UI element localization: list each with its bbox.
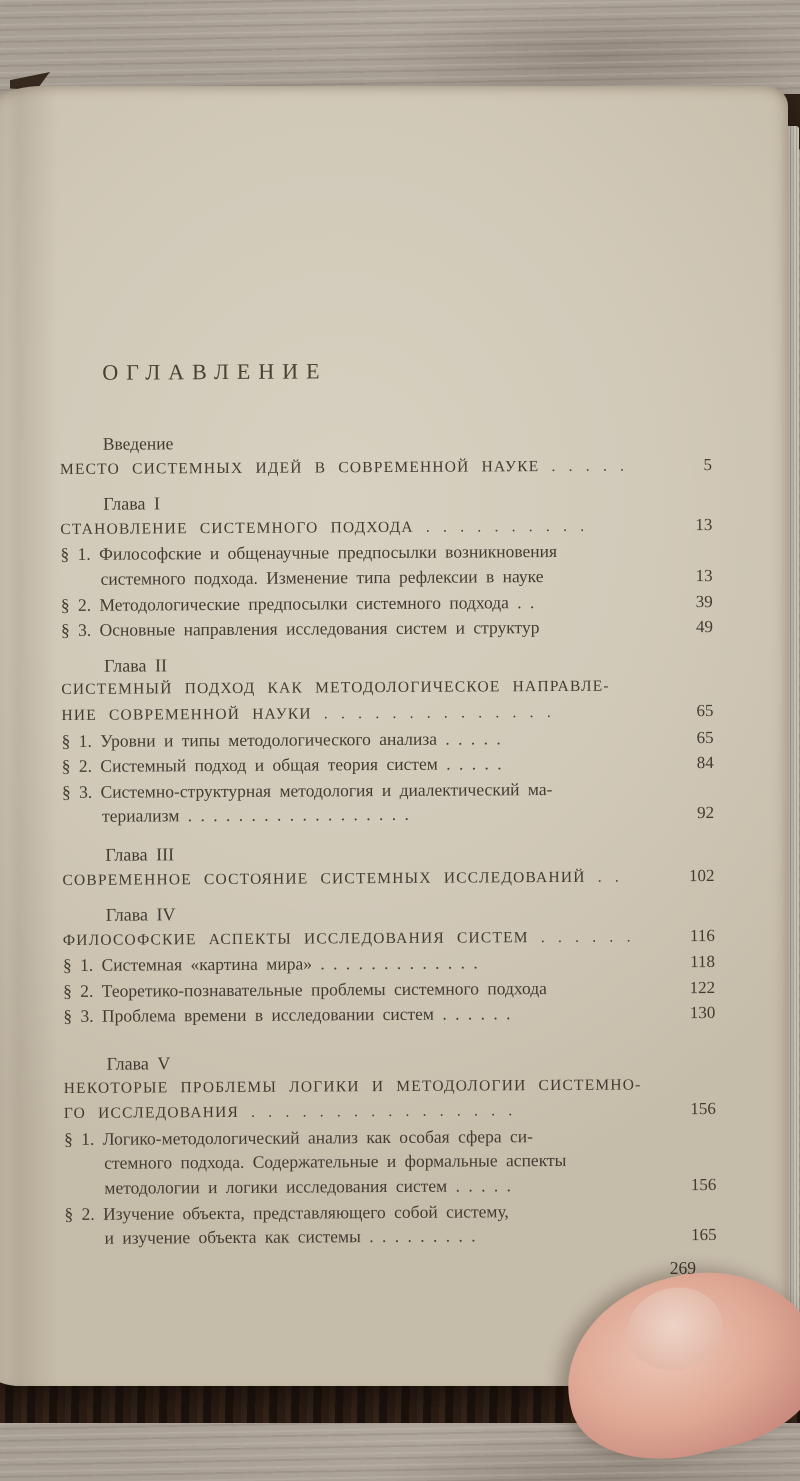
toc-line [63,949,715,979]
toc-entry [60,453,712,483]
toc-line-text: НЕКОТОРЫЕ ПРОБЛЕМЫ ЛОГИКИ И МЕТОДОЛОГИИ СИСТЕМНО- [63,1076,642,1097]
toc-line [64,1172,716,1202]
toc-line-text: Глава IV [105,904,176,925]
toc-line [107,1048,716,1076]
toc-line-text: СОВРЕМЕННОЕ СОСТОЯНИЕ СИСТЕМНЫХ ИССЛЕДОВАНИЙ . . [62,868,620,889]
toc-line [63,924,715,954]
toc-page-number: 122 [689,977,716,998]
toc-line-text: методологии и логики исследования систем . . . . . [104,1175,512,1198]
toc-line-text: СТАНОВЛЕНИЕ СИСТЕМНОГО ПОДХОДА . . . . . . . . . . [60,517,586,538]
toc-entry [60,513,712,543]
toc-line [62,750,714,780]
toc-line [62,864,714,894]
toc-entry [62,864,714,894]
toc-entry [63,949,715,979]
toc-entry [61,614,713,644]
page-footer-number: 269 [669,1258,696,1278]
toc-line-text: § 1. Философские и общенаучные предпосылки возникновения [60,541,558,565]
toc-line-text: териализм . . . . . . . . . . . . . . . . . . [102,804,409,827]
toc-page-number: 5 [703,454,712,474]
toc-line-text: § 2. Теоретико-познавательные проблемы системного подхода [63,977,547,1001]
toc-line-text: Введение [102,433,174,454]
toc-entry [60,538,712,592]
toc-line-text: § 3. Проблема времени в исследовании систем . . . . . . [63,1003,511,1027]
toc-line [61,563,713,593]
toc-page-number: 130 [689,1003,716,1023]
toc-page-number: 13 [695,514,713,534]
toc-line-text: стемного подхода. Содержательные и формальные аспекты [104,1150,567,1174]
toc-entry [63,924,715,954]
toc-entry [63,1000,715,1030]
toc-line-text: Глава V [106,1053,171,1074]
toc-line [60,453,712,483]
toc-entry [64,1123,716,1202]
toc-entries [60,428,717,1252]
toc-line-text: МЕСТО СИСТЕМНЫХ ИДЕЙ В СОВРЕМЕННОЙ НАУКЕ . . . . . [59,457,626,478]
toc-line-text: § 1. Уровни и типы методологического анализа . . . . . [61,727,501,751]
toc-page-number: 13 [695,565,713,586]
toc-line-text: Глава III [105,844,175,865]
toc-line-text: § 1. Системная «картина мира» . . . . . . . . . . . . . [62,952,478,976]
toc-line [62,725,714,755]
toc-line [65,1222,717,1252]
toc-entry [62,725,714,755]
toc-line-text: § 1. Логико-методологический анализ как особая сфера си- [63,1125,534,1149]
toc-line-text: ГО ИССЛЕДОВАНИЯ . . . . . . . . . . . . . . . . [63,1102,514,1123]
toc-line-text: системного подхода. Изменение типа рефлексии в науке [100,566,544,589]
toc-line [64,1097,716,1127]
toc-line-text: § 2. Методологические предпосылки системного подхода . . [60,591,535,615]
toc-line-text: § 2. Системный подход и общая теория систем . . . . . [61,753,502,777]
toc-page-number: 102 [688,865,715,885]
toc-entry [61,589,713,619]
toc-line-text: § 3. Основные направления исследования систем и структур [60,617,540,641]
toc-line [106,899,715,927]
toc-page-number: 156 [690,1175,717,1195]
toc-line-text: СИСТЕМНЫЙ ПОДХОД КАК МЕТОДОЛОГИЧЕСКОЕ НАПРАВЛЕ- [61,677,610,699]
toc-page-number: 39 [695,591,713,611]
toc-entry [64,1073,716,1127]
toc-page-number: 156 [690,1099,716,1119]
toc-line [61,614,713,644]
toc-page-number: 49 [695,617,713,637]
toc-entry [64,1198,716,1252]
thumb-nail [619,1278,732,1381]
toc-line-text: § 3. Системно-структурная методология и диалектический ма- [61,778,553,802]
toc-line [104,650,713,678]
toc-line [62,800,714,830]
toc-entry [61,674,713,728]
toc-line [63,975,715,1005]
toc-line-text: Глава I [103,493,161,514]
page-gutter-shadow [0,86,58,1386]
toc-entry [62,750,714,780]
toc-line-text: НИЕ СОВРЕМЕННОЙ НАУКИ . . . . . . . . . . . . . . [61,703,552,724]
toc-line [60,513,712,543]
toc-line [103,428,712,456]
toc-line-text: § 2. Изучение объекта, представляющего собой систему, [64,1200,509,1224]
toc-line [64,1073,716,1102]
toc-line [105,839,714,867]
toc-page-number: 65 [696,727,714,747]
toc-line-text: Глава II [104,655,167,676]
toc-line [63,1000,715,1030]
table-of-contents [59,356,716,1252]
toc-page-number: 92 [697,803,715,823]
toc-line-text: ФИЛОСОФСКИЕ АСПЕКТЫ ИССЛЕДОВАНИЯ СИСТЕМ . . . . . . [62,928,632,949]
toc-page-number: 116 [689,925,715,945]
toc-page-number: 84 [696,753,714,773]
toc-entry [62,776,714,830]
toc-line [61,699,713,729]
toc-page-number: 118 [690,952,716,972]
toc-line [103,488,712,516]
toc-page-number: 65 [696,700,714,721]
toc-page-number: 165 [691,1225,717,1245]
page-title: ОГЛАВЛЕНИЕ [102,358,328,385]
toc-line-text: и изучение объекта как системы . . . . . . . . . [104,1225,476,1248]
toc-entry [63,975,715,1005]
toc-line [61,589,713,619]
